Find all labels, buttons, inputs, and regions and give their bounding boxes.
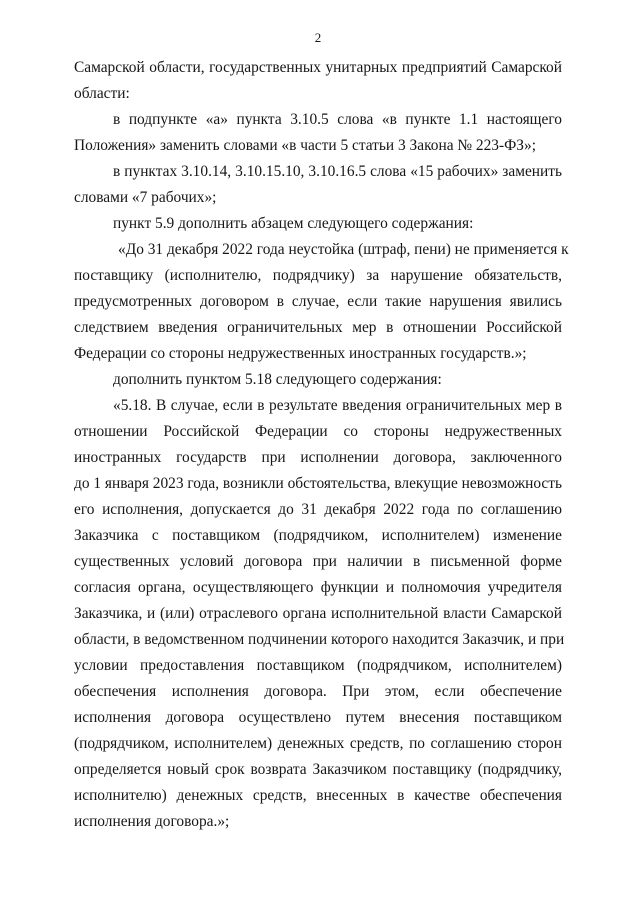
text-line: согласия органа, осуществляющего функции и полномочия учредителя: [74, 579, 562, 596]
text-line: «До 31 декабря 2022 года неустойка (штраф, пени) не применяется к: [118, 241, 569, 258]
text-line: предусмотренных договором в случае, если такие нарушения явились: [74, 293, 562, 310]
text-line: его исполнения, допускается до 31 декабря 2022 года по соглашению: [74, 501, 562, 518]
text-line: в подпункте «а» пункта 3.10.5 слова «в пункте 1.1 настоящего: [113, 111, 562, 128]
text-line: словами «7 рабочих»;: [74, 189, 217, 206]
text-line: Положения» заменить словами «в части 5 статьи 3 Закона № 223-ФЗ»;: [74, 137, 536, 154]
text-line: обеспечения исполнения договора. При этом, если обеспечение: [74, 683, 562, 700]
text-line: иностранных государств при исполнении договора, заключенного: [74, 449, 562, 466]
text-line: (подрядчиком, исполнителем) денежных средств, по соглашению сторон: [74, 735, 562, 752]
text-line: в пунктах 3.10.14, 3.10.15.10, 3.10.16.5 слова «15 рабочих» заменить: [113, 163, 562, 180]
text-line: Федерации со стороны недружественных иностранных государств.»;: [74, 345, 527, 362]
text-line: области:: [74, 85, 130, 102]
text-line: отношении Российской Федерации со стороны недружественных: [74, 423, 562, 440]
text-line: пункт 5.9 дополнить абзацем следующего содержания:: [113, 215, 474, 232]
text-line: дополнить пунктом 5.18 следующего содержания:: [113, 371, 442, 388]
text-line: исполнения договора.»;: [74, 813, 230, 830]
text-line: условии предоставления поставщиком (подрядчиком, исполнителем): [74, 657, 562, 674]
page-number: 2: [314, 30, 322, 45]
text-line: до 1 января 2023 года, возникли обстоятельства, влекущие невозможность: [74, 475, 562, 492]
text-line: исполнения договора осуществлено путем внесения поставщиком: [74, 709, 562, 726]
text-line: Самарской области, государственных унитарных предприятий Самарской: [74, 59, 562, 76]
text-line: области, в ведомственном подчинении которого находится Заказчик, и при: [74, 631, 565, 648]
text-line: поставщику (исполнителю, подрядчику) за нарушение обязательств,: [74, 267, 562, 284]
text-line: Заказчика с поставщиком (подрядчиком, исполнителем) изменение: [74, 527, 562, 544]
text-line: «5.18. В случае, если в результате введения ограничительных мер в: [113, 397, 562, 414]
text-line: существенных условий договора при наличии в письменной форме: [74, 553, 562, 570]
text-line: следствием введения ограничительных мер в отношении Российской: [74, 319, 562, 336]
text-line: исполнителю) денежных средств, внесенных в качестве обеспечения: [74, 787, 562, 804]
text-line: Заказчика, и (или) отраслевого органа исполнительной власти Самарской: [74, 605, 562, 622]
text-line: определяется новый срок возврата Заказчиком поставщику (подрядчику,: [74, 761, 562, 778]
